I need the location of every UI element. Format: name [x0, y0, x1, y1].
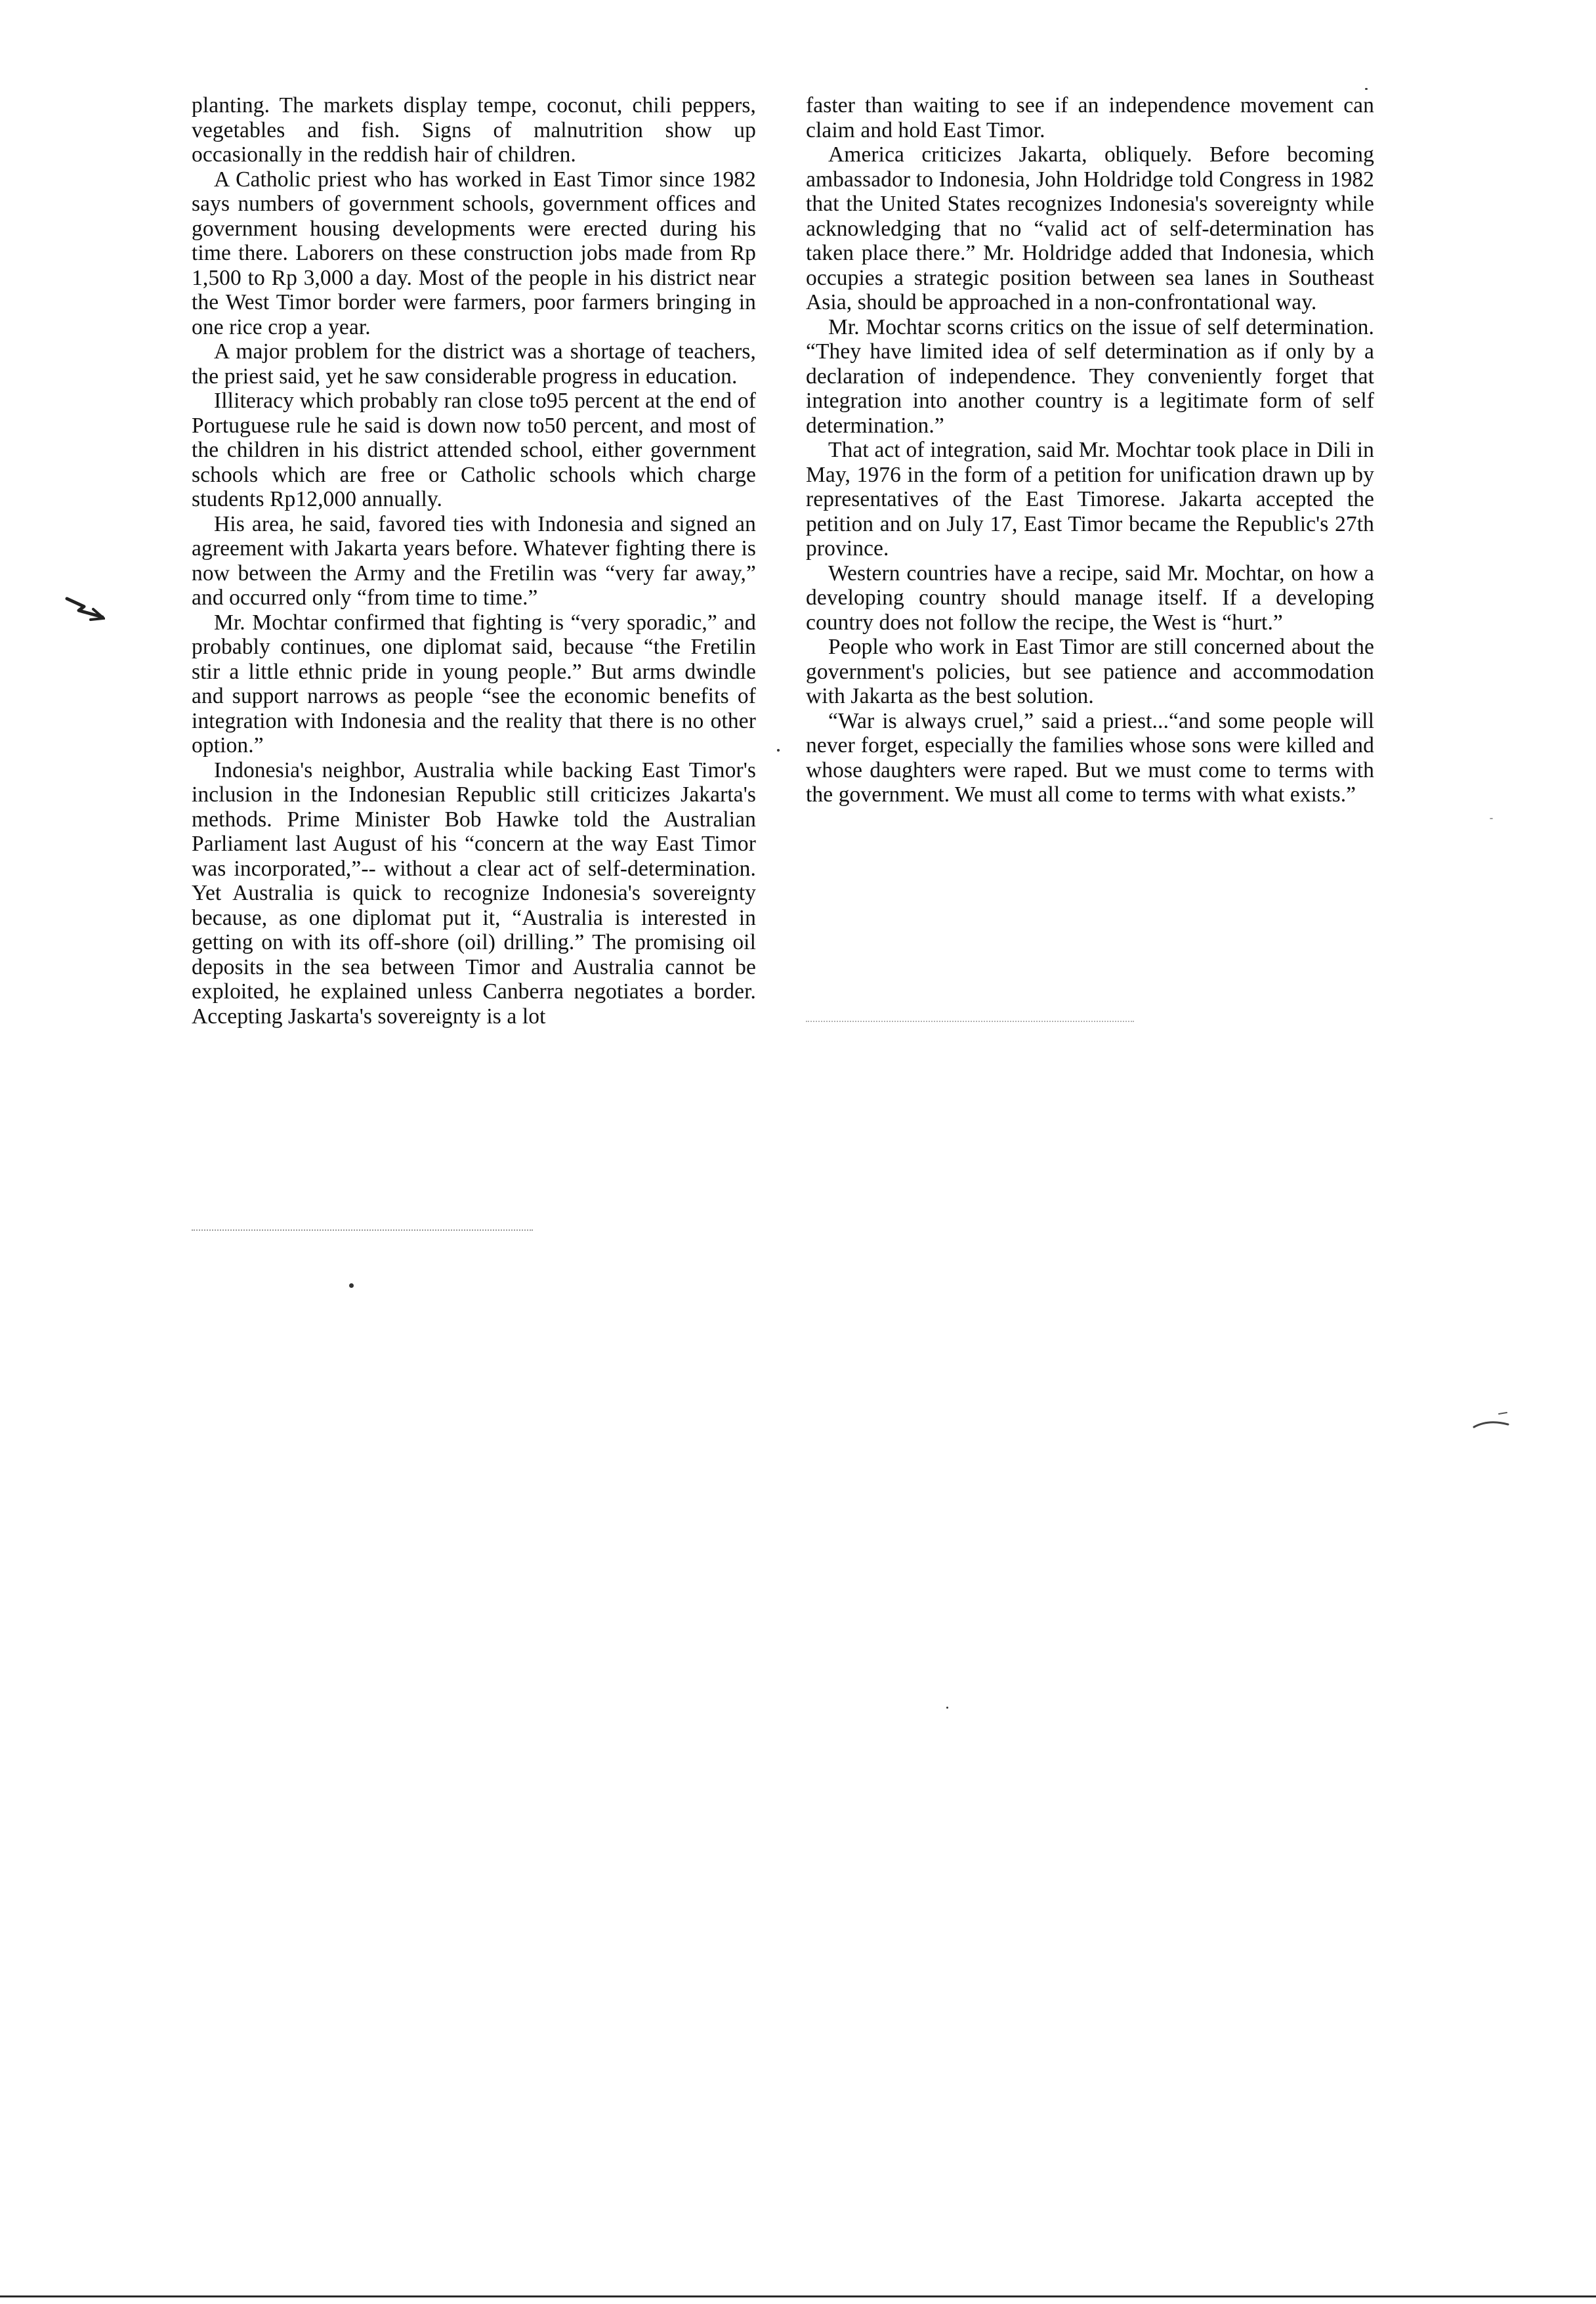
article-right-column — [806, 93, 1374, 807]
page-bottom-edge — [0, 2295, 1596, 2297]
article-paragraph: A Catholic priest who has worked in East Timor since 1982 says numbers of government schools, government offices and government housing developments were erected during his time there. Laborers on these construction jobs made from Rp 1,500 to Rp 3,000 a day. Most of the people in his district near the West Timor border were farmers, poor farmers bringing in one rice crop a year. — [192, 167, 756, 339]
article-paragraph: People who work in East Timor are still concerned about the government's policies, but see patience and accommodation with Jakarta as the best solution. — [806, 635, 1374, 708]
article-paragraph: A major problem for the district was a shortage of teachers, the priest said, yet he saw considerable progress in education. — [192, 339, 756, 389]
article-paragraph: “War is always cruel,” said a priest...“and some people will never forget, especially the families whose sons were killed and whose daughters were raped. But we must come to terms with the government. We must all come to terms with what exists.” — [806, 708, 1374, 807]
article-paragraph: Western countries have a recipe, said Mr. Mochtar, on how a developing country should manage itself. If a developing country does not follow the recipe, the West is “hurt.” — [806, 561, 1374, 635]
article-paragraph: His area, he said, favored ties with Indonesia and signed an agreement with Jakarta years before. Whatever fighting there is now between the Army and the Fretilin was “very far away,” and occurred only “from time to time.” — [192, 511, 756, 610]
article-paragraph: Indonesia's neighbor, Australia while backing East Timor's inclusion in the Indonesian Republic still criticizes Jakarta's methods. Prime Minister Bob Hawke told the Australian Parliament last August of his “concern at the way East Timor was incorporated,”-- without a clear act of self-determination. Yet Australia is quick to recognize Indonesia's sovereignty because, as one diplomat put it, “Australia is interested in getting on with its off-shore (oil) drilling.” The promising oil deposits in the sea between Timor and Australia cannot be exploited, he explained unless Canberra negotiates a border. Accepting Jaskarta's sovereignty is a lot — [192, 757, 756, 1029]
column-end-dots — [192, 1229, 533, 1231]
article-paragraph: America criticizes Jakarta, obliquely. Before becoming ambassador to Indonesia, John Holdridge told Congress in 1982 that the United States recognizes Indonesia's sovereignty while acknowledging that no “valid act of self-determination has taken place there.” Mr. Holdridge added that Indonesia, which occupies a strategic position between sea lanes in Southeast Asia, should be approached in a non-confrontational way. — [806, 142, 1374, 314]
scan-speck — [946, 1707, 948, 1709]
scan-speck — [349, 1283, 354, 1288]
article-paragraph: Mr. Mochtar scorns critics on the issue of self determination. “They have limited idea of self determination as if only by a declaration of independence. They conveniently forget that integration into another country is a legitimate form of self determination.” — [806, 314, 1374, 438]
article-paragraph: faster than waiting to see if an independence movement can claim and hold East Timor. — [806, 93, 1374, 142]
scan-speck — [777, 749, 780, 752]
article-left-column — [192, 93, 756, 1029]
scan-speck — [1490, 818, 1493, 819]
scan-mark-dash-icon — [1470, 1411, 1512, 1431]
article-paragraph: planting. The markets display tempe, coconut, chili peppers, vegetables and fish. Signs of malnutrition show up occasionally in the reddish hair of children. — [192, 93, 756, 167]
article-paragraph: Illiteracy which probably ran close to95 percent at the end of Portuguese rule he said is down now to50 percent, and most of the children in his district attended school, either government schools which are free or Catholic schools which charge students Rp12,000 annually. — [192, 389, 756, 511]
article-paragraph: Mr. Mochtar confirmed that fighting is “very sporadic,” and probably continues, one diplomat said, because “the Fretilin stir a little ethnic pride in young people.” But arms dwindle and support narrows as people “see the economic benefits of integration with Indonesia and the reality that there is no other option.” — [192, 610, 756, 757]
column-end-dots — [806, 1021, 1134, 1022]
scan-mark-arrow-icon — [64, 595, 105, 621]
scan-speck — [1365, 88, 1368, 90]
article-paragraph: That act of integration, said Mr. Mochtar took place in Dili in May, 1976 in the form of a petition for unification drawn up by representatives of the East Timorese. Jakarta accepted the petition and on July 17, East Timor became the Republic's 27th province. — [806, 438, 1374, 561]
